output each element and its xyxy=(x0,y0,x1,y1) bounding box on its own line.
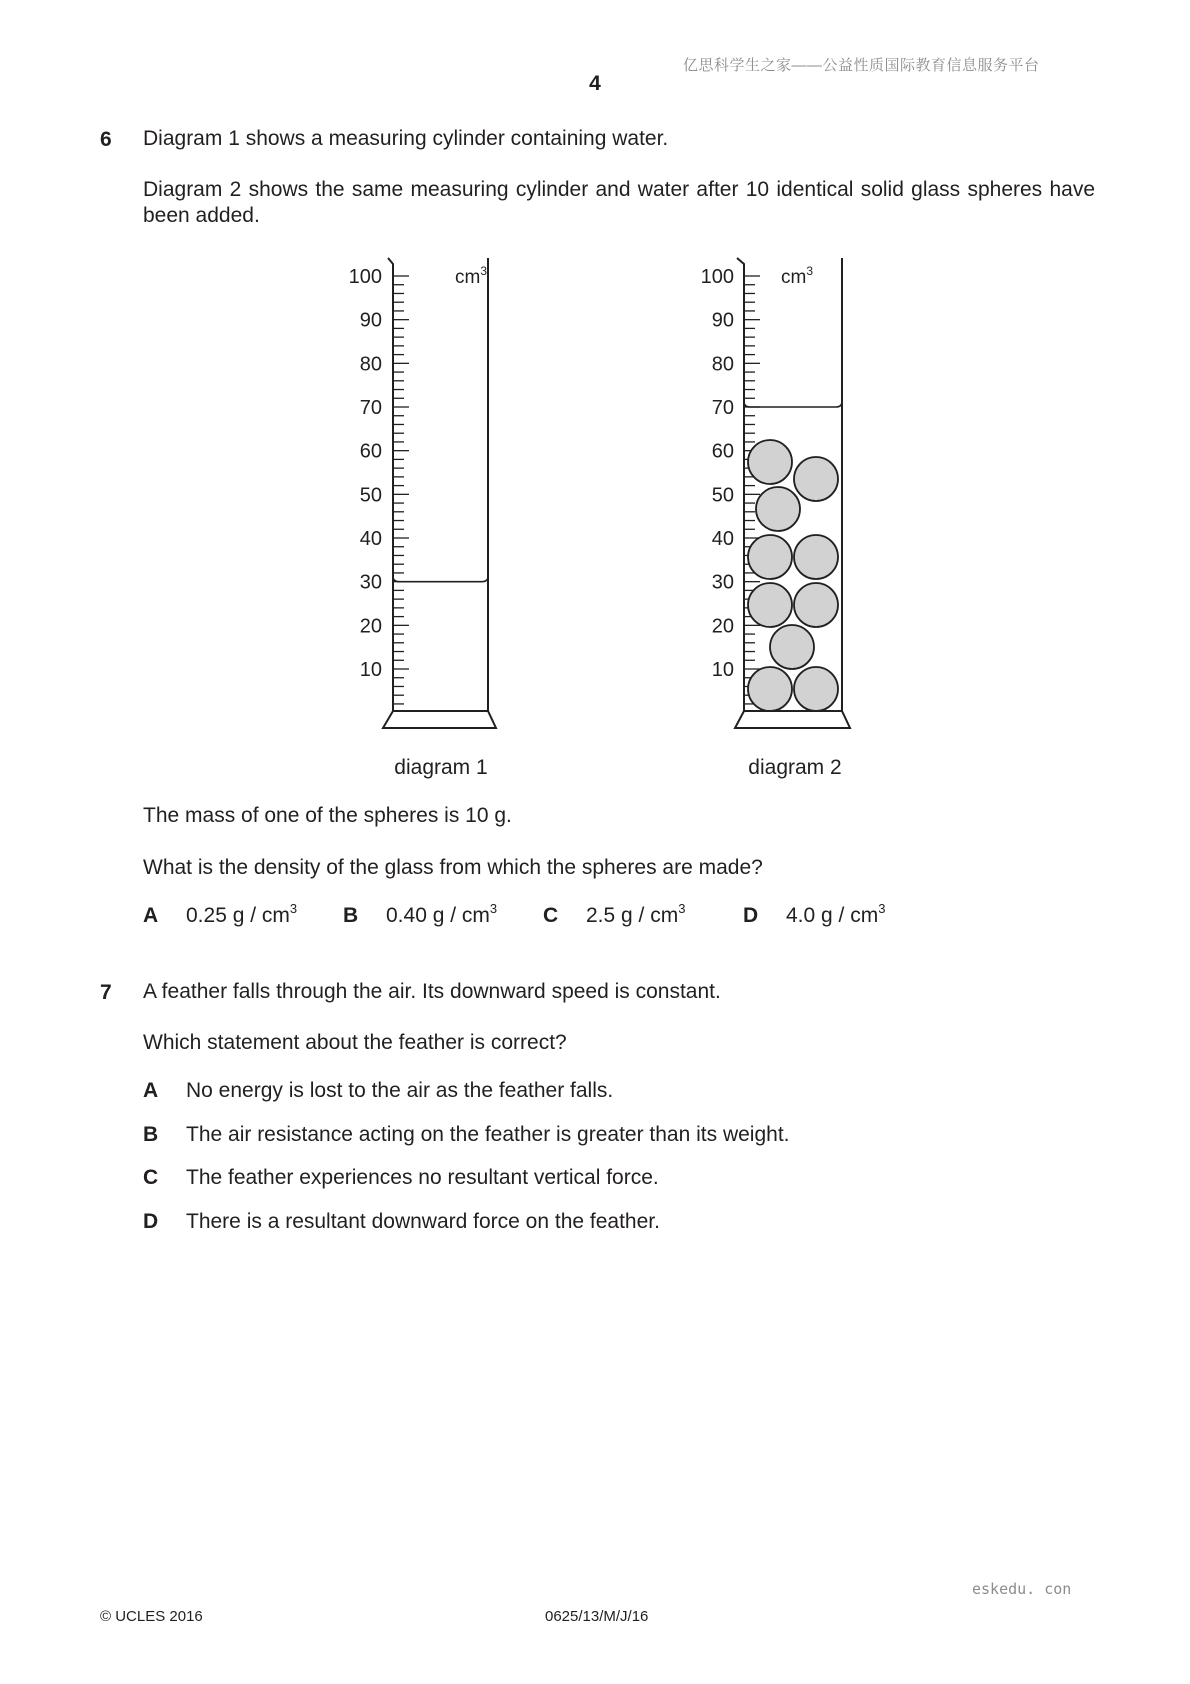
glass-spheres xyxy=(748,440,838,711)
scale-label: 100 xyxy=(348,266,382,288)
diagram2-base xyxy=(735,711,850,728)
diagram1-scale-labels xyxy=(349,266,382,681)
q6-option-d-value[interactable]: 4.0 g / $cm^3$ xyxy=(786,901,886,927)
q7-option-c-letter[interactable]: C xyxy=(143,1166,159,1189)
diagram1-unit-label: $cm^3$ xyxy=(455,264,488,288)
diagram2-caption: diagram 2 xyxy=(748,756,842,779)
question-7-intro: A feather falls through the air. Its downward speed is constant. xyxy=(143,980,721,1003)
scale-label: 10 xyxy=(359,659,382,681)
q7-option-d-text[interactable]: There is a resultant downward force on the feather. xyxy=(186,1210,660,1233)
diagram1-base xyxy=(383,711,496,728)
q6-option-b-letter[interactable]: B xyxy=(343,904,359,927)
scale-label: 30 xyxy=(359,571,382,594)
glass-sphere xyxy=(794,583,838,627)
measuring-cylinder-1 xyxy=(349,258,496,779)
scale-label: 90 xyxy=(359,309,382,332)
scale-label: 20 xyxy=(359,615,382,638)
glass-sphere xyxy=(748,440,792,484)
diagram2-left-wall xyxy=(737,258,744,711)
scale-label: 40 xyxy=(711,528,734,550)
glass-sphere xyxy=(794,667,838,711)
glass-sphere xyxy=(748,667,792,711)
question-7-number: 7 xyxy=(100,981,112,1004)
scale-label: 90 xyxy=(711,309,734,332)
q7-option-c-text[interactable]: The feather experiences no resultant vertical force. xyxy=(186,1166,659,1189)
diagram1-caption: diagram 1 xyxy=(394,756,488,779)
scale-label: 70 xyxy=(711,397,734,419)
scale-label: 80 xyxy=(359,353,382,376)
q6-option-b-value[interactable]: 0.40 g / $cm^3$ xyxy=(386,901,498,927)
question-7-prompt: Which statement about the feather is correct? xyxy=(143,1031,567,1054)
q6-option-d-letter[interactable]: D xyxy=(743,904,759,927)
q7-option-b-text[interactable]: The air resistance acting on the feather is greater than its weight. xyxy=(186,1123,790,1146)
scale-label: 60 xyxy=(711,440,734,463)
scale-label: 100 xyxy=(700,266,734,288)
scale-label: 70 xyxy=(359,397,382,419)
scale-label: 10 xyxy=(711,659,734,681)
diagram1-scale xyxy=(393,276,409,704)
glass-sphere xyxy=(748,535,792,579)
glass-sphere xyxy=(794,457,838,501)
glass-sphere xyxy=(756,487,800,531)
q6-option-a-value[interactable]: 0.25 g / $cm^3$ xyxy=(186,901,298,927)
paper-code: 0625/13/M/J/16 xyxy=(545,1608,649,1625)
watermark-text: 亿思科学生之家——公益性质国际教育信息服务平台 xyxy=(683,57,1040,74)
q6-option-a-letter[interactable]: A xyxy=(143,904,159,927)
scale-label: 80 xyxy=(711,353,734,376)
q6-option-c-letter[interactable]: C xyxy=(543,904,559,927)
question-6-number: 6 xyxy=(100,128,112,151)
diagram2-scale xyxy=(744,276,760,704)
question-6-intro: Diagram 1 shows a measuring cylinder containing water. xyxy=(143,127,669,150)
question-6-diagram2-description: Diagram 2 shows the same measuring cylinder and water after 10 identical solid glass spheres have been added. xyxy=(143,178,1095,227)
glass-sphere xyxy=(748,583,792,627)
q7-option-b-letter[interactable]: B xyxy=(143,1123,159,1146)
diagram1-left-wall xyxy=(388,258,393,711)
q7-option-a-text[interactable]: No energy is lost to the air as the feather falls. xyxy=(186,1079,614,1102)
q6-option-c-value[interactable]: 2.5 g / $cm^3$ xyxy=(586,901,686,927)
glass-sphere xyxy=(770,625,814,669)
page-number: 4 xyxy=(589,72,601,95)
q7-option-a-letter[interactable]: A xyxy=(143,1079,159,1102)
site-watermark: eskedu. con xyxy=(972,1580,1072,1598)
scale-label: 40 xyxy=(359,528,382,550)
scale-label: 60 xyxy=(359,440,382,463)
scale-label: 20 xyxy=(711,615,734,638)
q7-option-d-letter[interactable]: D xyxy=(143,1210,159,1233)
diagram2-scale-labels xyxy=(701,266,734,681)
measuring-cylinder-diagrams xyxy=(0,0,1190,800)
diagram1-water-meniscus xyxy=(393,578,488,582)
copyright-notice: © UCLES 2016 xyxy=(100,1608,203,1625)
scale-label: 50 xyxy=(359,484,382,507)
diagram2-water-meniscus xyxy=(744,403,842,407)
sphere-mass-statement: The mass of one of the spheres is 10 g. xyxy=(143,804,512,827)
measuring-cylinder-2 xyxy=(701,258,850,779)
diagram2-unit-label: $cm^3$ xyxy=(781,264,814,288)
glass-sphere xyxy=(794,535,838,579)
question-6-prompt: What is the density of the glass from which the spheres are made? xyxy=(143,856,763,879)
scale-label: 30 xyxy=(711,571,734,594)
scale-label: 50 xyxy=(711,484,734,507)
